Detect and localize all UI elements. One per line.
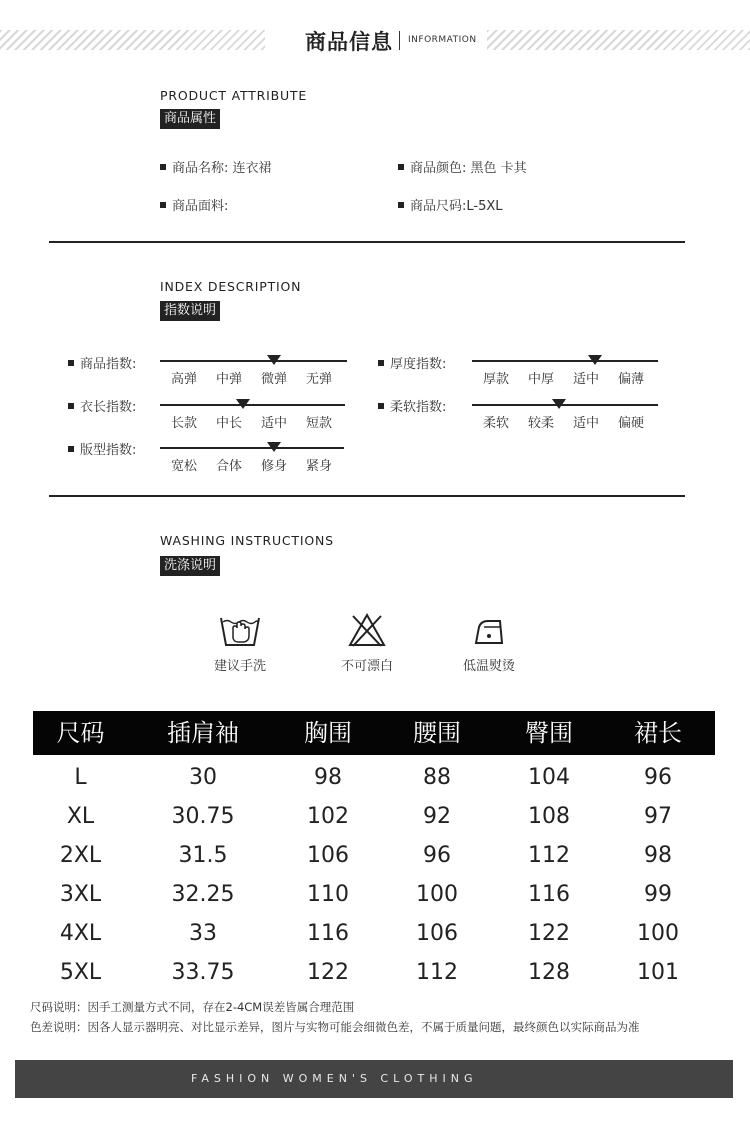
footer-banner <box>15 1060 733 1098</box>
header-hatch-right <box>487 30 750 50</box>
index-marker <box>236 399 250 409</box>
header-divider <box>399 31 400 50</box>
table-cell: 98 <box>314 765 342 790</box>
table-cell: 33 <box>189 921 217 946</box>
index-option: 厚款 <box>482 372 509 387</box>
table-cell: L <box>74 765 87 790</box>
color-note: 色差说明：因各人显示器明亮、对比显示差异，图片与实物可能会细微色差，不属于质量问题，最终颜色以实际商品为准 <box>30 1020 640 1034</box>
table-cell: 96 <box>423 843 451 868</box>
header-hatch-left <box>0 30 265 50</box>
index-option: 中长 <box>215 416 242 431</box>
table-cell: 128 <box>528 960 570 985</box>
size-note: 尺码说明：因手工测量方式不同，存在2-4CM误差皆属合理范围 <box>30 1000 355 1014</box>
index-option: 较柔 <box>527 416 554 431</box>
wash-label: 低温熨烫 <box>462 659 515 674</box>
table-cell: 100 <box>637 921 679 946</box>
index-option: 短款 <box>305 416 332 431</box>
table-cell: 4XL <box>59 921 102 946</box>
table-cell: 98 <box>644 843 672 868</box>
table-cell: 99 <box>644 882 672 907</box>
index-marker <box>552 399 566 409</box>
table-cell: 5XL <box>59 960 102 985</box>
table-cell: 33.75 <box>171 960 235 985</box>
index-option: 长款 <box>170 416 197 431</box>
index-scale-line <box>160 360 347 362</box>
index-option: 微弹 <box>260 372 287 387</box>
index-scale-line <box>472 360 658 362</box>
index-option: 适中 <box>572 372 599 387</box>
bullet <box>68 446 74 452</box>
wash-label: 不可漂白 <box>340 659 393 674</box>
attribute-item: 商品面料: <box>160 195 228 214</box>
table-cell: 100 <box>416 882 458 907</box>
table-cell: 104 <box>528 765 570 790</box>
bullet <box>378 360 384 366</box>
table-cell: 110 <box>307 882 349 907</box>
bullet <box>160 164 166 170</box>
table-cell: 112 <box>528 843 570 868</box>
index-option: 无弹 <box>305 372 332 387</box>
table-header-cell: 臀围 <box>525 719 573 747</box>
index-marker <box>267 355 281 365</box>
bullet <box>160 202 166 208</box>
table-cell: 102 <box>307 804 349 829</box>
wash-label: 建议手洗 <box>213 659 266 674</box>
index-label: 版型指数: <box>68 439 136 458</box>
attribute-title-cn: 商品属性 <box>160 109 220 129</box>
divider <box>49 241 685 243</box>
index-label: 厚度指数: <box>378 353 446 372</box>
table-cell: 122 <box>528 921 570 946</box>
attribute-item: 商品名称: 连衣裙 <box>160 157 272 176</box>
hand-wash-icon <box>219 614 261 648</box>
table-cell: 92 <box>423 804 451 829</box>
index-option: 偏硬 <box>617 416 644 431</box>
index-option: 偏薄 <box>617 372 644 387</box>
index-option: 高弹 <box>170 372 197 387</box>
table-cell: 30.75 <box>171 804 235 829</box>
table-header-cell: 尺码 <box>56 719 105 747</box>
table-cell: 30 <box>189 765 217 790</box>
table-header-cell: 胸围 <box>304 719 352 747</box>
index-option: 中厚 <box>527 372 554 387</box>
bullet <box>68 360 74 366</box>
table-cell: 112 <box>416 960 458 985</box>
index-option: 柔软 <box>482 416 509 431</box>
table-cell: 88 <box>423 765 451 790</box>
attribute-item: 商品颜色: 黑色 卡其 <box>398 157 527 176</box>
bullet <box>398 164 404 170</box>
table-cell: 2XL <box>59 843 102 868</box>
table-cell: 31.5 <box>178 843 228 868</box>
table-cell: 116 <box>307 921 349 946</box>
index-option: 合体 <box>215 459 242 474</box>
index-label: 柔软指数: <box>378 396 446 415</box>
table-cell: 116 <box>528 882 570 907</box>
bullet <box>398 202 404 208</box>
size-table-header <box>33 711 715 755</box>
no-bleach-icon <box>347 612 387 648</box>
index-label: 商品指数: <box>68 353 136 372</box>
index-scale-line <box>160 447 344 449</box>
table-header-cell: 裙长 <box>634 719 682 747</box>
bullet <box>68 403 74 409</box>
attribute-item: 商品尺码:L-5XL <box>398 195 503 214</box>
index-option: 中弹 <box>215 372 242 387</box>
divider <box>49 495 685 497</box>
table-cell: 97 <box>644 804 672 829</box>
bullet <box>378 403 384 409</box>
attribute-title-en: PRODUCT ATTRIBUTE <box>160 88 308 103</box>
table-cell: 101 <box>637 960 679 985</box>
index-marker <box>588 355 602 365</box>
low-temp-iron-icon <box>472 615 506 647</box>
table-cell: 122 <box>307 960 349 985</box>
index-option: 紧身 <box>305 459 332 474</box>
table-cell: 3XL <box>59 882 102 907</box>
header-subtitle: INFORMATION <box>408 35 477 45</box>
table-cell: XL <box>66 804 95 829</box>
index-option: 修身 <box>260 459 287 474</box>
index-option: 适中 <box>572 416 599 431</box>
index-label: 衣长指数: <box>68 396 136 415</box>
index-title-en: INDEX DESCRIPTION <box>160 279 302 294</box>
table-header-cell: 腰围 <box>413 719 461 747</box>
index-title-cn: 指数说明 <box>160 301 220 321</box>
index-option: 宽松 <box>170 459 197 474</box>
index-scale-line <box>160 404 345 406</box>
footer-text: FASHION WOMEN'S CLOTHING <box>191 1072 478 1085</box>
table-cell: 108 <box>528 804 570 829</box>
washing-title-cn: 洗涤说明 <box>160 556 220 576</box>
index-option: 适中 <box>260 416 287 431</box>
table-cell: 96 <box>644 765 672 790</box>
header-title: 商品信息 <box>305 30 393 54</box>
washing-title-en: WASHING INSTRUCTIONS <box>160 533 334 548</box>
index-marker <box>267 442 281 452</box>
table-cell: 106 <box>307 843 349 868</box>
table-cell: 106 <box>416 921 458 946</box>
table-cell: 32.25 <box>171 882 235 907</box>
table-header-cell: 插肩袖 <box>167 719 239 747</box>
